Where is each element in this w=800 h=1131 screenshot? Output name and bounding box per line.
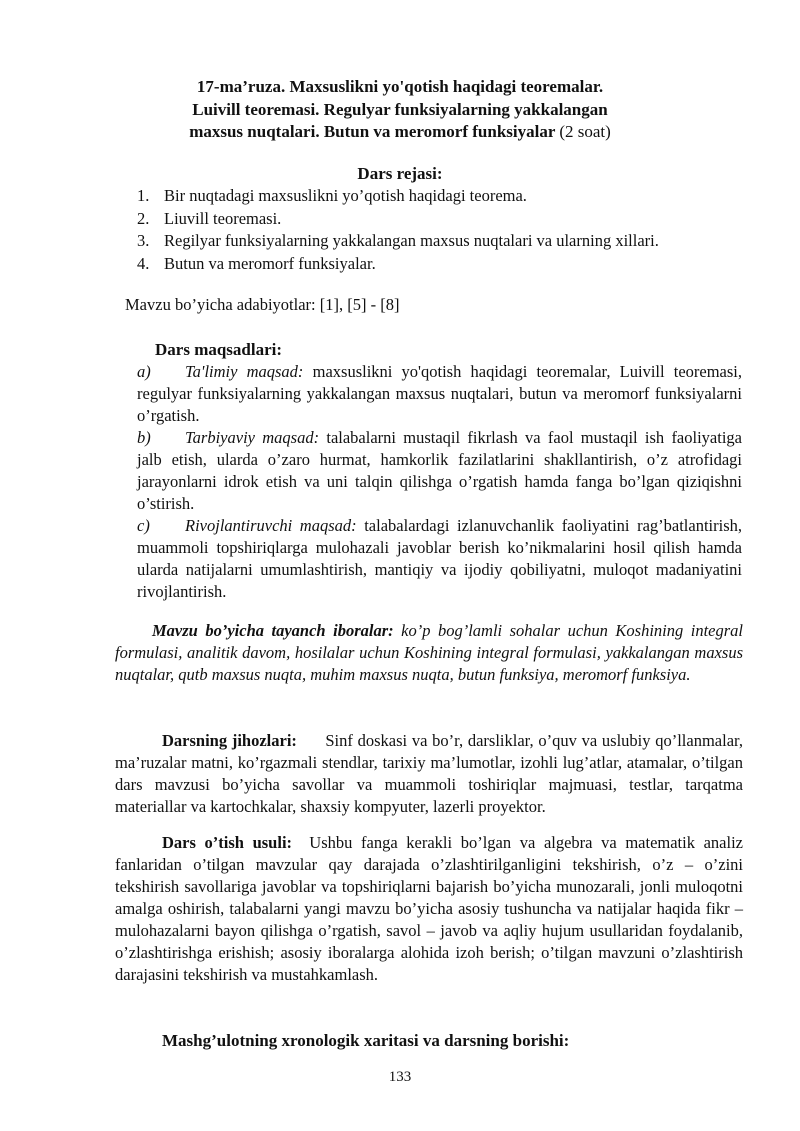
literature-line: Mavzu bo’yicha adabiyotlar: [1], [5] - [8] xyxy=(125,295,400,314)
chronology-heading: Mashg’ulotning xronologik xaritasi va darsning borishi: xyxy=(162,1031,570,1050)
goal-marker: b) xyxy=(137,428,151,447)
title-line-1: 17-ma’ruza. Maxsuslikni yo'qotish haqidagi teoremalar. xyxy=(196,77,604,96)
goals-heading: Dars maqsadlari: xyxy=(155,340,283,359)
plan-item-number: 1. xyxy=(137,186,150,205)
equipment-paragraph xyxy=(115,730,743,818)
plan-heading: Dars rejasi: xyxy=(357,164,443,183)
plan-item-text: Butun va meromorf funksiyalar. xyxy=(164,253,376,273)
lecture-title xyxy=(110,76,690,144)
goal-marker: c) xyxy=(137,516,150,535)
page-number: 133 xyxy=(388,1069,412,1085)
equipment-label: Darsning jihozlari: xyxy=(162,731,297,750)
goal-label: Ta'limiy maqsad: xyxy=(185,362,304,381)
plan-item xyxy=(137,230,659,253)
plan-item xyxy=(137,253,659,276)
goal-text: maxsuslikni yo'qotish haqidagi teoremalar, Luivill teoremasi, regulyar funksiyalarning yakkalangan maxsus nuqtalari, butun va meromorf funksiyalarni o’rgatish. xyxy=(137,362,743,425)
goals-list xyxy=(137,361,742,603)
title-line-2: Luivill teoremasi. Regulyar funksiyalarning yakkalangan xyxy=(192,99,608,119)
goal-item xyxy=(137,427,742,515)
plan-list xyxy=(137,185,659,275)
goal-marker: a) xyxy=(137,362,151,381)
plan-item xyxy=(137,185,659,208)
plan-item-number: 3. xyxy=(137,231,150,250)
title-line-3-text: maxsus nuqtalari. Butun va meromorf funksiyalar xyxy=(189,122,556,141)
keywords-label: Mavzu bo’yicha tayanch iboralar: xyxy=(152,621,394,640)
plan-item xyxy=(137,208,659,231)
plan-item-text: Liuvill teoremasi. xyxy=(164,208,282,228)
goal-item xyxy=(137,515,742,603)
goal-label: Rivojlantiruvchi maqsad: xyxy=(185,516,357,535)
keywords-paragraph xyxy=(115,620,743,686)
keywords-text: ko’p bog’lamli sohalar uchun Koshining integral formulasi, analitik davom, hosilalar uchun Koshining integral formulasi, yakkalangan maxsus nuqtalar, qutb maxsus nuqta, muhim maxsus nuqta, butun funksiya, meromorf funksiya. xyxy=(115,621,744,684)
method-paragraph xyxy=(115,832,743,986)
goal-item xyxy=(137,361,742,427)
goal-text: talabalardagi izlanuvchanlik faoliyatini rag’batlantirish, muammoli topshiriqlarga mulohazali javoblar berish ko’nikmalarini hosil qilish hamda ularda natijalarni umumlashtirish, mantiqiy va ijodiy qobiliyatni, muloqot madaniyatini rivojlantirish. xyxy=(137,516,742,601)
title-hours: (2 soat) xyxy=(559,122,611,141)
plan-item-number: 4. xyxy=(137,253,150,273)
goal-text: talabalarni mustaqil fikrlash va faol mustaqil ish faoliyatiga jalb etish, ularda o’zaro hurmat, hamkorlik fazilatlarini shakllantirish, o’z atrofidagi jarayonlarni idrok etish va uni talqin qilishga o’rgatish hamda fanga bo’lgan qiziqishni o’stirish. xyxy=(137,428,742,513)
method-text: Ushbu fanga kerakli bo’lgan va algebra va matematik analiz fanlaridan o’tilgan mavzular qay darajada o’zlashtirilganligini tekshirish, o’z – o’zini tekshirish savollariga javoblar va topshiriqlarni bajarish bo’yicha munozarali, jonli muloqotni amalga oshirish, talabalarni yangi mavzu bo’yicha asosiy tushuncha va natijalar haqida fikr – mulohazalarni bayon qilishga o’rgatish, savol – javob va aqliy hujum usullaridan foydalanib, o’zlashtirishga erishish; asosiy iboralarga alohida izoh berish; o’tilgan mavzuni o’zlashtirish darajasini tekshirish va mustahkamlash. xyxy=(115,833,743,984)
plan-item-text: Bir nuqtadagi maxsuslikni yo’qotish haqidagi teorema. xyxy=(164,186,527,205)
goal-label: Tarbiyaviy maqsad: xyxy=(185,428,320,447)
equipment-text: Sinf doskasi va bo’r, darsliklar, o’quv va uslubiy qo’llanmalar, ma’ruzalar matni, ko’rgazmali stendlar, tarixiy ma’lumotlar, izohli lug’atlar, atamalar, o’tilgan dars mavzusi bo’yicha savollar va muammoli toshiriqlar majmuasi, testlar, tarqatma materiallar va kartochkalar, shaxsiy kompyuter, lazerli proyektor. xyxy=(115,731,743,816)
method-label: Dars o’tish usuli: xyxy=(162,833,293,852)
plan-item-number: 2. xyxy=(137,208,150,228)
plan-item-text: Regilyar funksiyalarning yakkalangan maxsus nuqtalari va ularning xillari. xyxy=(164,231,659,250)
title-line-3 xyxy=(110,121,690,144)
